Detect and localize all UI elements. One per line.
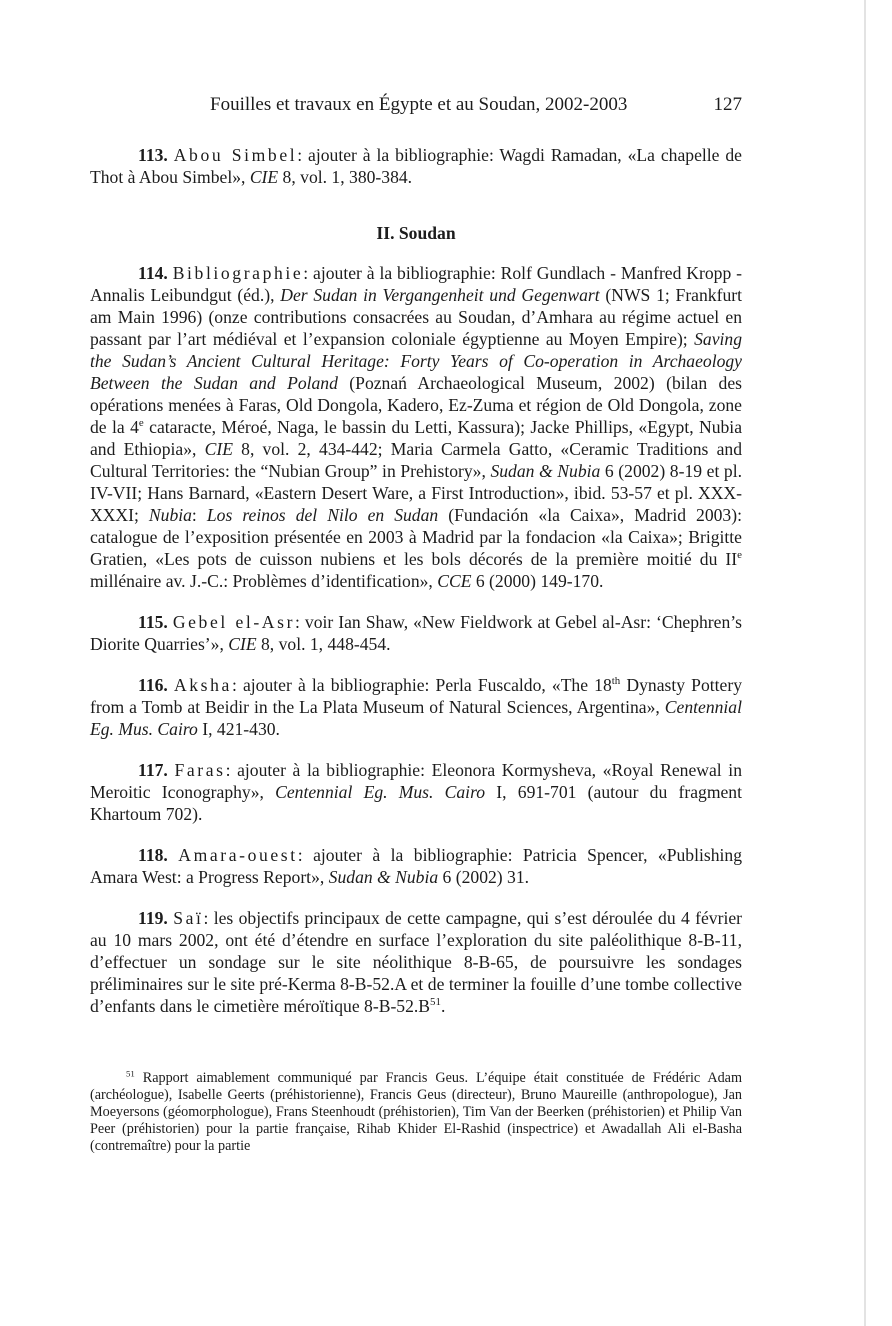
main-text [90, 144, 742, 1036]
entry-115 [90, 611, 742, 655]
superscript: e [737, 549, 742, 562]
entry-site-name: Aksha [173, 675, 232, 695]
entry-italic: Sudan & Nubia [328, 867, 439, 887]
footnote-marker: 51 [126, 1068, 135, 1079]
entry-number: 115. [138, 612, 168, 632]
entry-number: 117. [138, 760, 168, 780]
entry-text: millénaire av. J.-C.: Problèmes d’identification», [90, 571, 438, 591]
entry-italic: CIE [228, 634, 257, 654]
superscript: e [138, 417, 144, 430]
footnote-reference: 51 [430, 996, 441, 1009]
entry-text: 8, vol. 1, 448-454. [256, 634, 391, 654]
entry-text: (Fundación «la Caixa», Madrid 2003): catalogue de l’exposition présentée en 2003 à Madrid par la fondacion «la Caixa»; Brigitte Gratien, «Les pots de cuisson nubiens et les bols décorés de la première moitié du II [90, 505, 742, 569]
entry-site-name: Faras [174, 760, 226, 780]
entry-site-name: Saï [173, 908, 204, 928]
entry-number: 118. [138, 845, 168, 865]
entry-text: : ajouter à la bibliographie: Eleonora Kormysheva, «Royal Renewal in Meroitic Iconography», [90, 760, 742, 802]
entry-number: 114. [138, 263, 168, 283]
entry-italic: CCE [437, 571, 472, 591]
entry-italic: Der Sudan in Vergangenheit und Gegenwart [280, 285, 600, 305]
entry-italic: CIE [204, 439, 233, 459]
superscript: th [611, 675, 621, 688]
entry-italic: CIE [249, 167, 279, 187]
entry-text: : voir Ian Shaw, «New Fieldwork at Gebel al-Asr: ‘Chephren’s Diorite Quarries’», [90, 612, 743, 654]
entry-text: 6 (2002) 31. [438, 867, 530, 887]
entry-text: : les objectifs principaux de cette campagne, qui s’est déroulée du 4 février au 10 mars 2002, ont été d’étendre en surface l’exploration du site paléolithique 8-B-11, d’effectuer un sondage sur le site néolithique 8-B-65, de poursuivre les sondages préliminaires sur le site pré-Kerma 8-B-52.A et de terminer la fouille d’une tombe collective d’enfants dans le cimetière méroïtique 8-B-52.B [90, 908, 742, 1016]
entry-text: I, 421-430. [197, 719, 280, 739]
page-edge-line [864, 0, 866, 1326]
entry-text: : ajouter à la bibliographie: Perla Fuscaldo, «The 18 [231, 675, 612, 695]
entry-italic: Los reinos del Nilo en Sudan [206, 505, 439, 525]
entry-116 [90, 674, 742, 740]
entry-number: 119. [138, 908, 168, 928]
entry-text: 8, vol. 2, 434-442; Maria Carmela Gatto, «Ceramic Traditions and Cultural Territories: the “Nubian Group” in Prehistory», [90, 439, 742, 481]
entry-site-name: Abou Simbel [173, 145, 298, 165]
footnote-area [90, 1070, 742, 1155]
entry-italic: Nubia [148, 505, 192, 525]
entry-text: (NWS 1; Frankfurt am Main 1996) (onze contributions consacrées au Soudan, d’Amhara au régime actuel en passant par l’art médiéval et l’expansion coloniale égyptienne au Moyen Empire); [90, 285, 742, 349]
entry-site-name: Bibliographie [172, 263, 304, 283]
entry-text: cataracte, Méroé, Naga, le bassin du Letti, Kassura); Jacke Phillips, «Egypt, Nubia and Ethiopia», [90, 417, 743, 459]
entry-text: I, 691-701 (autour du fragment Khartoum 702). [90, 782, 742, 824]
entry-text: : ajouter à la bibliographie: Wagdi Ramadan, «La chapelle de Thot à Abou Simbel», [90, 145, 742, 187]
entry-italic: Sudan & Nubia [490, 461, 601, 481]
entry-italic: Saving the Sudan’s Ancient Cultural Heritage: Forty Years of Co-operation in Archaeology Between the Sudan and Poland [90, 329, 742, 393]
entry-119 [90, 907, 742, 1017]
entry-site-name: Amara-ouest [178, 845, 298, 865]
running-header [90, 90, 742, 120]
entry-text: (Poznań Archaeological Museum, 2002) (bilan des opérations menées à Faras, Old Dongola, Kadero, Ez-Zuma et région de Old Dongola, zone de la 4 [90, 373, 742, 437]
entry-117 [90, 759, 742, 825]
entry-text: : ajouter à la bibliographie: Patricia Spencer, «Publishing Amara West: a Progress Report», [90, 845, 742, 887]
entry-text: Dynasty Pottery from a Tomb at Beidir in the La Plata Museum of Natural Sciences, Argentina», [90, 675, 742, 717]
entry-text: : [191, 505, 207, 525]
entry-text: 6 (2002) 8-19 et pl. IV-VII; Hans Barnard, «Eastern Desert Ware, a First Introduction», ibid. 53-57 et pl. XXX-XXXI; [90, 461, 743, 525]
entry-italic: Centennial Eg. Mus. Cairo [275, 782, 486, 802]
entry-114 [90, 262, 742, 592]
entry-text: 8, vol. 1, 380-384. [278, 167, 413, 187]
running-title: Fouilles et travaux en Égypte et au Soudan, 2002-2003 [210, 94, 628, 115]
entry-site-name: Gebel el-Asr [172, 612, 296, 632]
entry-italic: Centennial Eg. Mus. Cairo [90, 697, 742, 739]
entry-text: . [440, 996, 446, 1016]
entry-118 [90, 844, 742, 888]
page-number: 127 [713, 94, 742, 115]
footnote-51 [90, 1070, 742, 1155]
section-heading: II. Soudan [376, 223, 456, 243]
entry-number: 116. [138, 675, 168, 695]
entry-text: 6 (2000) 149-170. [471, 571, 604, 591]
entry-number: 113. [138, 145, 168, 165]
entry-113 [90, 144, 742, 188]
entry-text: : ajouter à la bibliographie: Rolf Gundlach - Manfred Kropp - Annalis Leibundgut (éd.), [90, 263, 742, 305]
footnote-text: Rapport aimablement communiqué par Francis Geus. L’équipe était constituée de Frédéric Adam (archéologue), Isabelle Geerts (préhistorienne), Francis Geus (directeur), Bruno Maureille (anthropologue), Jan Moeyersons (géomorphologue), Frans Steenhoudt (préhistorien), Tim Van der Beerken (préhistorien) et Philip Van Peer (préhistorien) pour la partie française, Rihab Khider El-Rashid (inspectrice) et Awadallah Ali el-Basha (contremaître) pour la partie [90, 1070, 742, 1154]
